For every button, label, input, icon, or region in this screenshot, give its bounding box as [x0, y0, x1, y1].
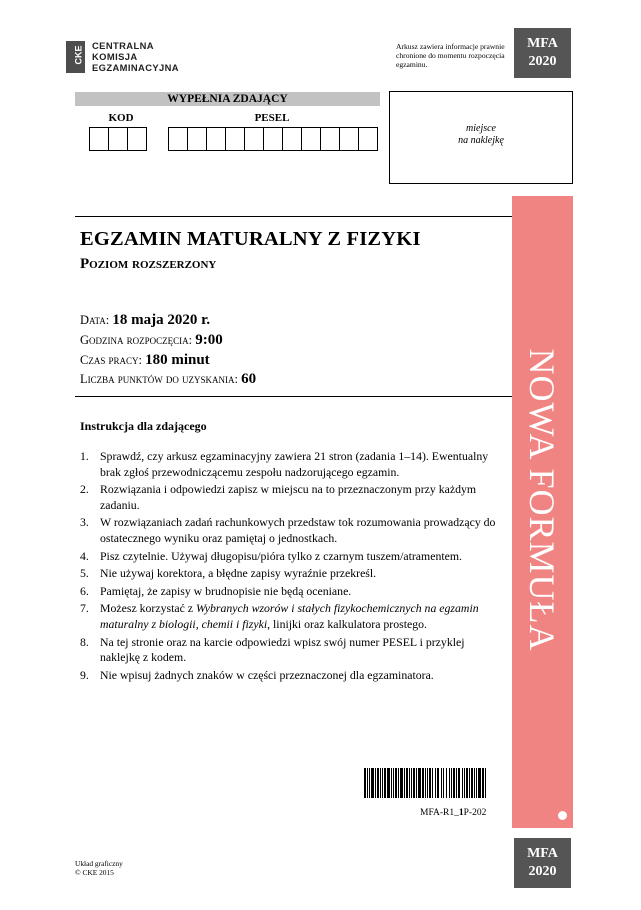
- pesel-cells: [168, 127, 378, 151]
- pesel-cell[interactable]: [188, 127, 207, 151]
- pesel-cell[interactable]: [264, 127, 283, 151]
- form-code-a: MFA-R1_: [420, 808, 459, 818]
- exam-start: [80, 332, 223, 349]
- barcode-bar: [369, 768, 370, 798]
- exam-code: MFA: [527, 36, 558, 51]
- pesel-cell[interactable]: [321, 127, 340, 151]
- barcode-bar: [400, 768, 403, 798]
- duration-label: Czas pracy:: [80, 353, 146, 367]
- barcode-bar: [451, 768, 452, 798]
- instruction-text: Rozwiązania i odpowiedzi zapisz w miejscu na to przeznaczonym przy każdym zadaniu.: [100, 482, 477, 512]
- pesel-label: PESEL: [254, 112, 290, 124]
- instruction-text-post: , linijki oraz kalkulatora prostego.: [267, 616, 427, 631]
- barcode-bar: [449, 768, 450, 798]
- exam-level: Poziom rozszerzony: [80, 256, 217, 272]
- pesel-cell[interactable]: [207, 127, 226, 151]
- kod-label: KOD: [108, 112, 134, 124]
- sticker-text: [390, 123, 572, 147]
- barcode-bar: [371, 768, 374, 798]
- instruction-item: [80, 668, 496, 684]
- barcode-bar: [375, 768, 376, 798]
- form-code-b: 1: [458, 808, 464, 818]
- instruction-number: 5.: [80, 566, 89, 581]
- divider-top: [75, 216, 512, 217]
- instruction-number: 8.: [80, 634, 89, 649]
- instruction-text: W rozwiązaniach zadań rachunkowych przedstaw tok rozumowania prowadzący do ostatecznego wyniku oraz pamiętaj o jednostkach.: [100, 515, 496, 545]
- instruction-item: [80, 515, 496, 546]
- barcode-bar: [367, 768, 368, 798]
- instruction-item: [80, 584, 496, 600]
- side-banner-text: NOWA FORMUŁA: [522, 348, 562, 652]
- instruction-item: [80, 601, 496, 632]
- exam-title: EGZAMIN MATURALNY Z FIZYKI: [80, 228, 421, 250]
- instruction-text-em: Wybranych wzorów i stałych fizykochemicznych na egzamin maturalny z biologii, chemii i fizyki: [100, 601, 479, 631]
- barcode-bar: [409, 768, 410, 798]
- kod-cell[interactable]: [128, 127, 147, 151]
- logo-line: KOMISJA: [92, 50, 138, 62]
- barcode-bar: [411, 768, 412, 798]
- layout-note: [75, 859, 123, 877]
- instruction-text: Pisz czytelnie. Używaj długopisu/pióra tylko z czarnym tuszem/atramentem.: [100, 548, 462, 563]
- barcode-bar: [471, 768, 473, 798]
- barcode-bar: [395, 768, 397, 798]
- instruction-text: Pamiętaj, że zapisy w brudnopisie nie będą oceniane.: [100, 583, 352, 598]
- barcode-bar: [384, 768, 386, 798]
- banner-dot: [558, 811, 567, 820]
- barcode-bar: [404, 768, 405, 798]
- barcode-bar: [476, 768, 477, 798]
- pesel-cell[interactable]: [226, 127, 245, 151]
- instruction-item: [80, 482, 496, 513]
- sticker-box[interactable]: [389, 91, 573, 184]
- barcode-bar: [413, 768, 415, 798]
- barcode-bar: [478, 768, 481, 798]
- pesel-cell[interactable]: [283, 127, 302, 151]
- instruction-number: 2.: [80, 482, 89, 497]
- instruction-text: Nie używaj korektora, a błędne zapisy wyraźnie przekreśl.: [100, 566, 377, 581]
- pesel-cell[interactable]: [302, 127, 321, 151]
- barcode-bar: [425, 768, 426, 798]
- barcode-bar: [432, 768, 433, 798]
- barcode-bar: [464, 768, 465, 798]
- exam-points: [80, 371, 256, 388]
- exam-code-box-bottom: [514, 838, 571, 888]
- barcode-bar: [393, 768, 394, 798]
- exam-year: 2020: [528, 864, 557, 879]
- duration-value: 180 minut: [145, 352, 210, 368]
- fill-by-candidate-bar: WYPEŁNIA ZDAJĄCY: [75, 92, 380, 106]
- instruction-number: 9.: [80, 667, 89, 682]
- barcode-bar: [437, 768, 440, 798]
- divider-bottom: [75, 396, 512, 397]
- instruction-item: [80, 449, 496, 480]
- barcode-bar: [427, 768, 428, 798]
- barcode-bar: [441, 768, 442, 798]
- instruction-item: [80, 566, 496, 582]
- kod-cell[interactable]: [90, 127, 109, 151]
- barcode-bar: [380, 768, 381, 798]
- barcode-bar: [416, 768, 417, 798]
- protection-note: Arkusz zawiera informacje prawnie chronione do momentu rozpoczęcia egzaminu.: [396, 42, 505, 70]
- exam-code-box-top: [514, 28, 571, 78]
- pesel-cell[interactable]: [245, 127, 264, 151]
- barcode-bar: [456, 768, 457, 798]
- logo-line: EGZAMINACYJNA: [92, 61, 179, 73]
- barcode-bar: [398, 768, 399, 798]
- barcode-bar: [469, 768, 470, 798]
- barcode-bar: [422, 768, 424, 798]
- barcode-bar: [429, 768, 431, 798]
- logo-mark-text: CKE: [73, 45, 84, 65]
- barcode-bar: [485, 768, 486, 798]
- layout-line: Układ graficzny: [75, 859, 123, 868]
- instruction-item: [80, 635, 496, 666]
- logo-text: [92, 41, 179, 73]
- instruction-number: 1.: [80, 449, 89, 463]
- barcode-bar: [382, 768, 383, 798]
- barcode-bar: [482, 768, 484, 798]
- pesel-cell[interactable]: [340, 127, 359, 151]
- exam-code: MFA: [527, 846, 558, 861]
- barcode-bar: [462, 768, 463, 798]
- barcode-bar: [443, 768, 445, 798]
- instruction-number: 4.: [80, 548, 89, 563]
- barcode-bar: [418, 768, 421, 798]
- barcode-bar: [377, 768, 379, 798]
- cke-logo-mark: [66, 41, 85, 73]
- instruction-item: [80, 549, 496, 565]
- sticker-line: miejsce: [466, 123, 496, 134]
- instruction-number: 7.: [80, 601, 89, 616]
- date-label: Data:: [80, 313, 113, 327]
- instruction-text: Sprawdź, czy arkusz egzaminacyjny zawiera 21 stron (zadania 1–14). Ewentualny brak zgłoś przewodniczącemu zespołu nadzorującego egzamin.: [100, 449, 489, 479]
- instructions-heading: Instrukcja dla zdającego: [80, 419, 207, 433]
- barcode-bar: [387, 768, 390, 798]
- instruction-number: 3.: [80, 515, 89, 530]
- exam-duration: [80, 352, 210, 369]
- instruction-text: Nie wpisuj żadnych znaków w części przeznaczonej dla egzaminatora.: [100, 667, 434, 682]
- barcode-bar: [406, 768, 408, 798]
- logo-line: CENTRALNA: [92, 40, 154, 51]
- start-label: Godzina rozpoczęcia:: [80, 333, 196, 347]
- layout-line: © CKE 2015: [75, 868, 114, 877]
- barcode-bar: [474, 768, 475, 798]
- exam-date: [80, 312, 210, 329]
- points-value: 60: [241, 371, 257, 387]
- date-value: 18 maja 2020 r.: [112, 312, 211, 328]
- start-value: 9:00: [195, 332, 223, 348]
- exam-year: 2020: [528, 54, 557, 69]
- barcode-bar: [446, 768, 448, 798]
- instructions-list: [80, 449, 496, 685]
- instruction-text-pre: Możesz korzystać z: [100, 601, 196, 616]
- barcode-bar: [466, 768, 468, 798]
- form-code: [420, 808, 486, 818]
- form-code-c: P-202: [463, 808, 487, 818]
- sticker-line: na naklejkę: [458, 135, 504, 146]
- instruction-text: Na tej stronie oraz na karcie odpowiedzi wpisz swój numer PESEL i przyklej naklejkę z kodem.: [100, 634, 465, 665]
- kod-cells: [89, 127, 147, 151]
- barcode: [364, 768, 496, 798]
- barcode-bar: [435, 768, 436, 798]
- barcode-bar: [364, 768, 366, 798]
- points-label: Liczba punktów do uzyskania:: [80, 372, 242, 386]
- instruction-number: 6.: [80, 583, 89, 598]
- pesel-cell[interactable]: [169, 127, 188, 151]
- pesel-cell[interactable]: [359, 127, 378, 151]
- cke-logo: [66, 41, 206, 75]
- barcode-bar: [453, 768, 455, 798]
- barcode-bar: [391, 768, 392, 798]
- kod-cell[interactable]: [109, 127, 128, 151]
- barcode-bar: [458, 768, 461, 798]
